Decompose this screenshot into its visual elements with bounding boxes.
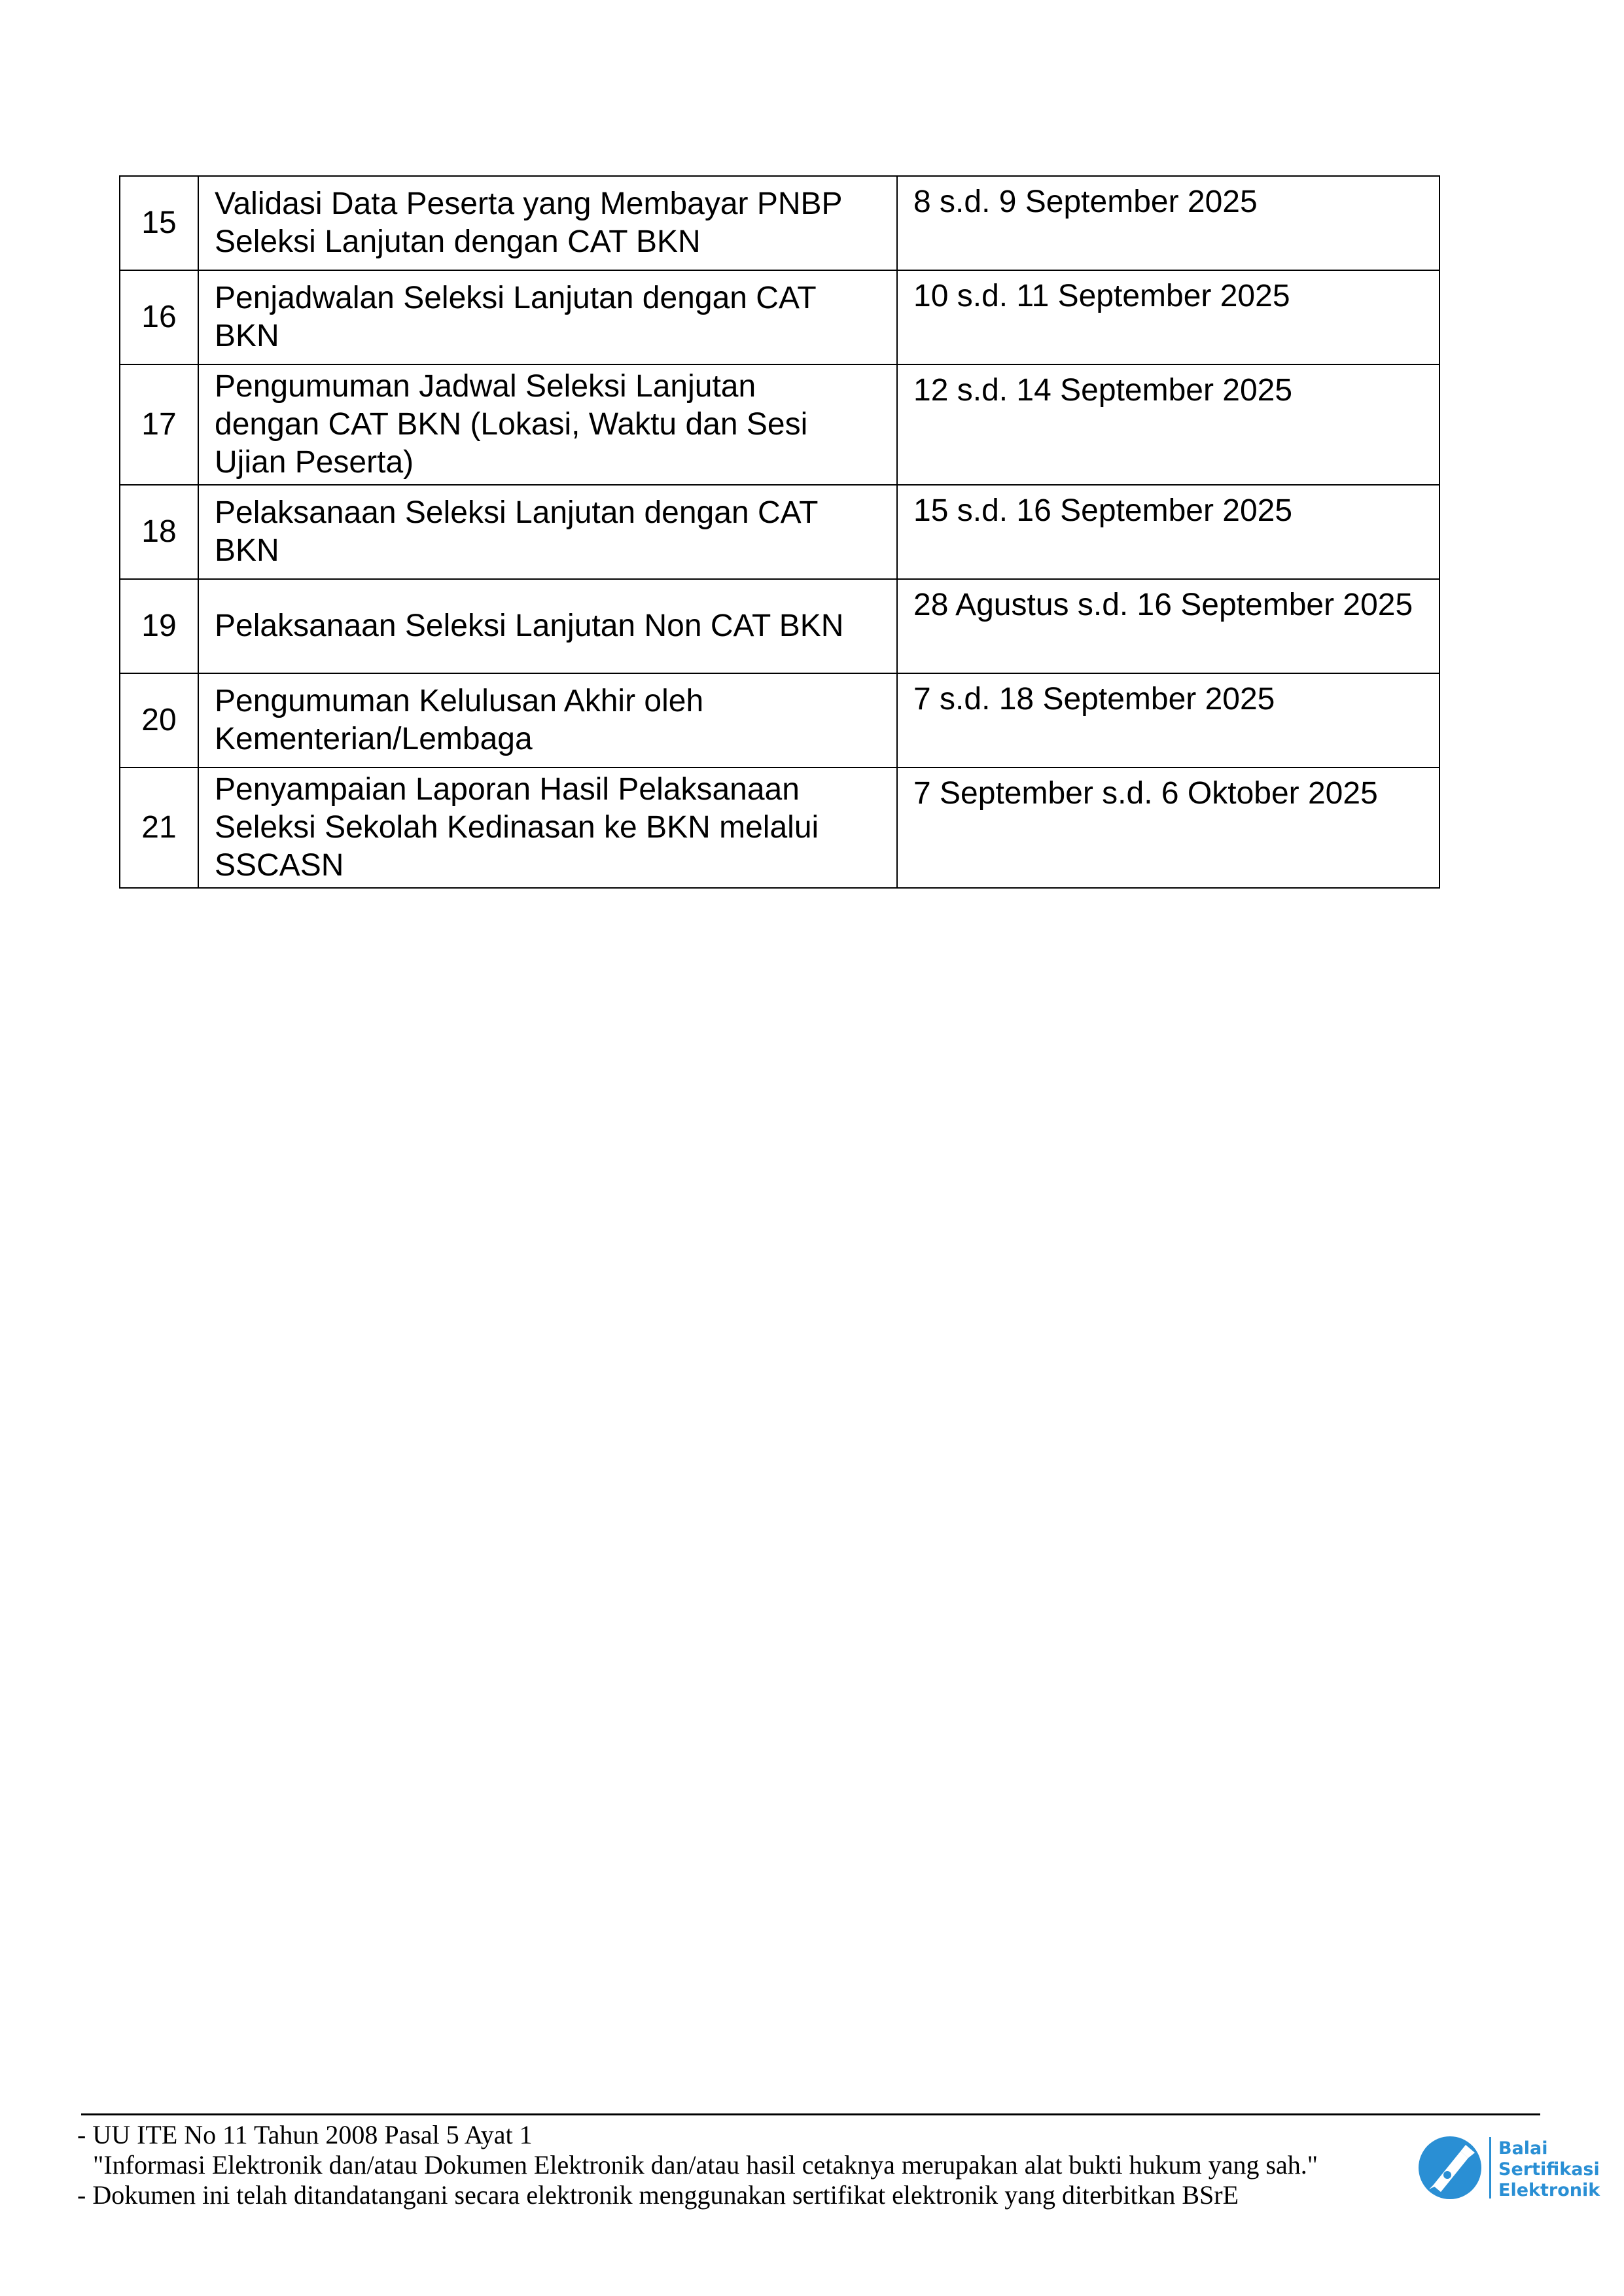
bsre-logo-line2: Sertifikasi bbox=[1498, 2159, 1600, 2180]
schedule-date-cell: 7 s.d. 18 September 2025 bbox=[897, 673, 1439, 768]
row-number-cell: 15 bbox=[120, 176, 198, 270]
legal-footer bbox=[77, 2120, 1318, 2210]
activity-line: Pengumuman Kelulusan Akhir oleh bbox=[215, 684, 704, 718]
bsre-logo-line3: Elektronik bbox=[1498, 2180, 1600, 2200]
activity-cell bbox=[198, 485, 897, 579]
activity-line: Pengumuman Jadwal Seleksi Lanjutan bbox=[215, 369, 756, 404]
activity-line: Kementerian/Lembaga bbox=[215, 722, 533, 756]
table-row bbox=[120, 579, 1439, 673]
activity-line: Pelaksanaan Seleksi Lanjutan Non CAT BKN bbox=[215, 609, 844, 643]
table-row bbox=[120, 270, 1439, 364]
table-row bbox=[120, 176, 1439, 270]
bsre-logo bbox=[1415, 2132, 1611, 2204]
activity-line: Seleksi Sekolah Kedinasan ke BKN melalui bbox=[215, 810, 819, 845]
row-number-cell: 17 bbox=[120, 364, 198, 485]
table-row bbox=[120, 364, 1439, 485]
footer-divider bbox=[81, 2113, 1540, 2115]
schedule-date-cell: 10 s.d. 11 September 2025 bbox=[897, 270, 1439, 364]
schedule-date-cell: 8 s.d. 9 September 2025 bbox=[897, 176, 1439, 270]
activity-line: SSCASN bbox=[215, 848, 344, 883]
row-number-cell: 20 bbox=[120, 673, 198, 768]
activity-line: Validasi Data Peserta yang Membayar PNBP bbox=[215, 186, 843, 221]
activity-cell bbox=[198, 364, 897, 485]
table-row bbox=[120, 768, 1439, 888]
activity-cell bbox=[198, 270, 897, 364]
row-number-cell: 21 bbox=[120, 768, 198, 888]
activity-line: BKN bbox=[215, 319, 279, 353]
activity-cell bbox=[198, 176, 897, 270]
schedule-table-body bbox=[120, 176, 1439, 888]
schedule-table bbox=[119, 175, 1440, 889]
table-row bbox=[120, 485, 1439, 579]
schedule-date-cell: 15 s.d. 16 September 2025 bbox=[897, 485, 1439, 579]
row-number-cell: 19 bbox=[120, 579, 198, 673]
activity-line: dengan CAT BKN (Lokasi, Waktu dan Sesi bbox=[215, 407, 808, 442]
activity-line: Seleksi Lanjutan dengan CAT BKN bbox=[215, 224, 701, 259]
bsre-pen-nib-icon bbox=[1419, 2136, 1481, 2199]
activity-line: Ujian Peserta) bbox=[215, 445, 414, 480]
activity-line: Pelaksanaan Seleksi Lanjutan dengan CAT bbox=[215, 495, 819, 530]
footer-law-quote: "Informasi Elektronik dan/atau Dokumen Elektronik dan/atau hasil cetaknya merupakan alat bukti hukum yang sah." bbox=[93, 2150, 1318, 2180]
activity-cell bbox=[198, 673, 897, 768]
activity-line: BKN bbox=[215, 533, 279, 568]
footer-law-reference: - UU ITE No 11 Tahun 2008 Pasal 5 Ayat 1 bbox=[77, 2120, 533, 2149]
row-number-cell: 16 bbox=[120, 270, 198, 364]
row-number-cell: 18 bbox=[120, 485, 198, 579]
activity-cell bbox=[198, 768, 897, 888]
activity-line: Penyampaian Laporan Hasil Pelaksanaan bbox=[215, 772, 800, 807]
activity-line: Penjadwalan Seleksi Lanjutan dengan CAT bbox=[215, 281, 817, 315]
footer-signature-note: - Dokumen ini telah ditandatangani secara elektronik menggunakan sertifikat elektronik yang diterbitkan BSrE bbox=[77, 2180, 1239, 2210]
schedule-date-cell: 7 September s.d. 6 Oktober 2025 bbox=[897, 768, 1439, 888]
schedule-date-cell: 12 s.d. 14 September 2025 bbox=[897, 364, 1439, 485]
table-row bbox=[120, 673, 1439, 768]
activity-cell bbox=[198, 579, 897, 673]
bsre-logo-line1: Balai bbox=[1498, 2138, 1548, 2159]
schedule-date-cell: 28 Agustus s.d. 16 September 2025 bbox=[897, 579, 1439, 673]
